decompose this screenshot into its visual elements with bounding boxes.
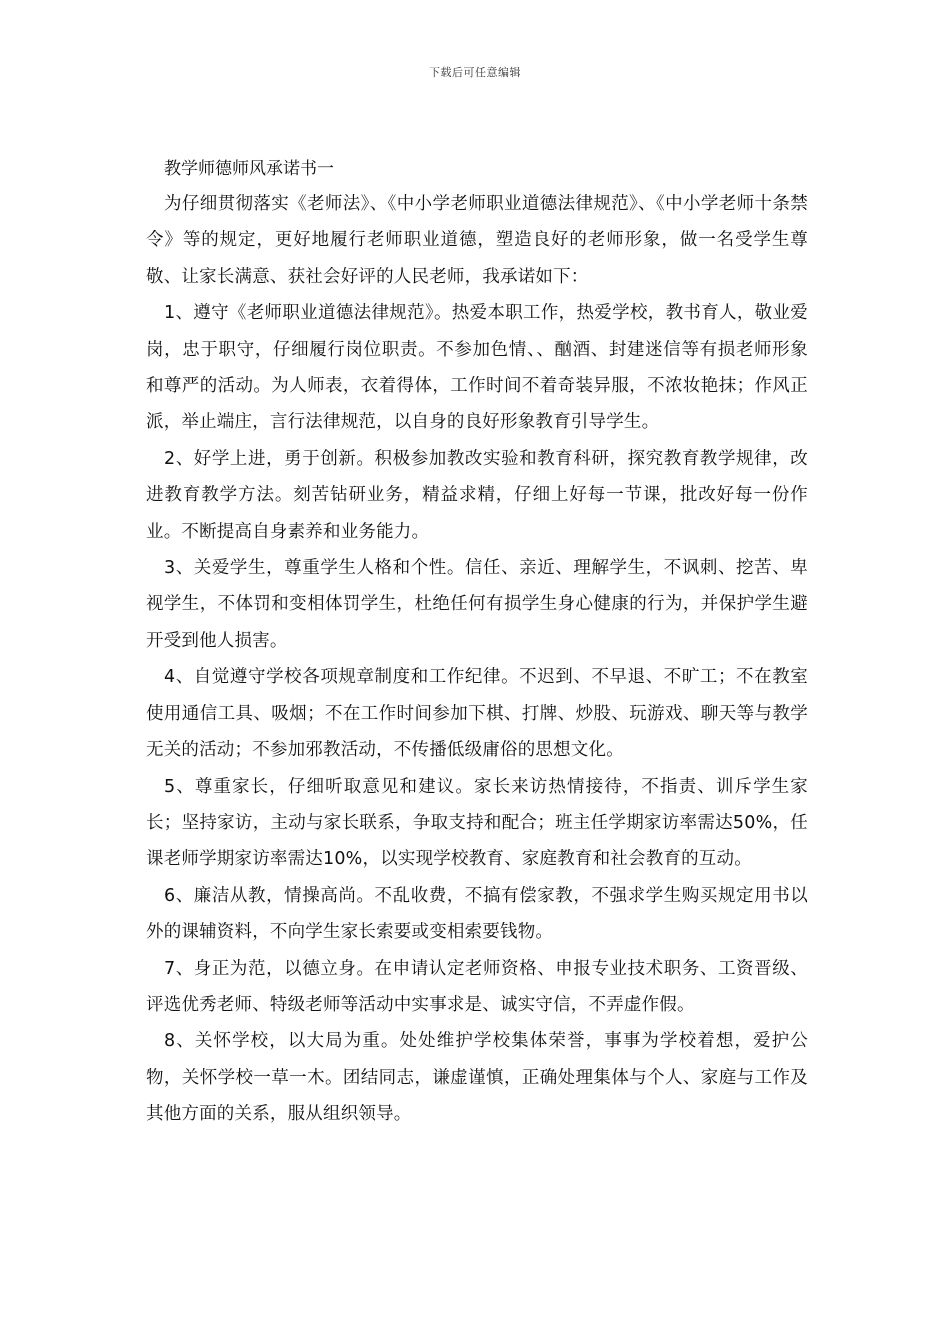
commitment-item-4: 4、自觉遵守学校各项规章制度和工作纪律。不迟到、不早退、不旷工；不在教室使用通信工具、吸烟；不在工作时间参加下棋、打牌、炒股、玩游戏、聊天等与教学无关的活动；不参加邪教活动，不传播低级庸俗的思想文化。	[146, 667, 808, 761]
page-header: 下载后可任意编辑	[429, 66, 521, 79]
commitment-item-6: 6、廉洁从教，情操高尚。不乱收费，不搞有偿家教，不强求学生购买规定用书以外的课辅资料，不向学生家长索要或变相索要钱物。	[146, 885, 808, 943]
commitment-item-8: 8、关怀学校，以大局为重。处处维护学校集体荣誉，事事为学校着想，爱护公物，关怀学校一草一木。团结同志，谦虚谨慎，正确处理集体与个人、家庭与工作及其他方面的关系，服从组织领导。	[146, 1031, 808, 1125]
intro-paragraph: 为仔细贯彻落实《老师法》、《中小学老师职业道德法律规范》、《中小学老师十条禁令》等的规定，更好地履行老师职业道德，塑造良好的老师形象，做一名受学生尊敬、让家长满意、获社会好评的人民老师，我承诺如下：	[146, 194, 808, 287]
commitment-item-7: 7、身正为范，以德立身。在申请认定老师资格、申报专业技术职务、工资晋级、评选优秀老师、特级老师等活动中实事求是、诚实守信，不弄虚作假。	[146, 958, 808, 1015]
commitment-item-1: 1、遵守《老师职业道德法律规范》。热爱本职工作，热爱学校，教书育人，敬业爱岗，忠于职守，仔细履行岗位职责。不参加色情、、酗酒、封建迷信等有损老师形象和尊严的活动。为人师表，衣着得体，工作时间不着奇装异服，不浓妆艳抹；作风正派，举止端庄，言行法律规范，以自身的良好形象教育引导学生。	[146, 303, 808, 433]
commitment-item-3: 3、关爱学生，尊重学生人格和个性。信任、亲近、理解学生，不讽刺、挖苦、卑视学生，不体罚和变相体罚学生，杜绝任何有损学生身心健康的行为，并保护学生避开受到他人损害。	[146, 558, 808, 651]
document-title: 教学师德师风承诺书一	[164, 159, 334, 179]
document-body	[146, 152, 808, 1133]
commitment-item-5: 5、尊重家长，仔细听取意见和建议。家长来访热情接待，不指责、训斥学生家长；坚持家访，主动与家长联系，争取支持和配合；班主任学期家访率需达50%，任课老师学期家访率需达10%，以实现学校教育、家庭教育和社会教育的互动。	[146, 776, 808, 870]
commitment-item-2: 2、好学上进，勇于创新。积极参加教改实验和教育科研，探究教育教学规律，改进教育教学方法。刻苦钻研业务，精益求精，仔细上好每一节课，批改好每一份作业。不断提高自身素养和业务能力。	[146, 448, 808, 542]
